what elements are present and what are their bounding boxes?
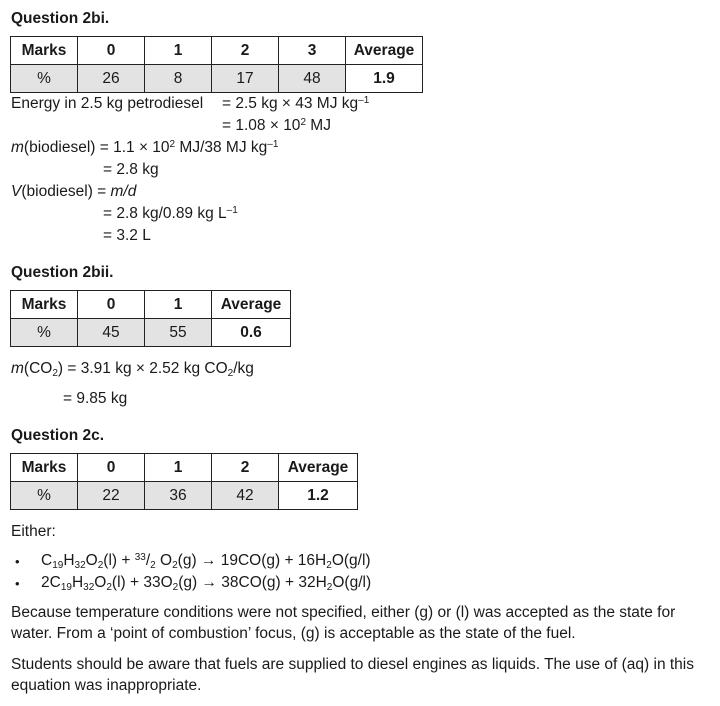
table-cell: 42 bbox=[212, 482, 279, 510]
average-cell: 0.6 bbox=[212, 319, 291, 347]
bullet-icon: • bbox=[15, 554, 20, 569]
average-cell: 1.9 bbox=[346, 65, 423, 93]
table-cell: 36 bbox=[145, 482, 212, 510]
table-row bbox=[11, 482, 358, 510]
header-cell: Average bbox=[279, 454, 358, 482]
header-cell: 0 bbox=[78, 291, 145, 319]
header-cell: Average bbox=[212, 291, 291, 319]
mass-biodiesel-equation: m(biodiesel) = $1.1 \times 10^2$ MJ/38 MJ $kg^{-1}$ bbox=[11, 139, 279, 156]
header-cell: 0 bbox=[78, 454, 145, 482]
table-cell: 45 bbox=[78, 319, 145, 347]
q2bii-marks-table bbox=[10, 290, 291, 347]
q2bi-marks-table bbox=[10, 36, 423, 93]
energy-equation-1: = 2.5 kg × 43 MJ $kg^{-1}$ bbox=[222, 95, 370, 112]
table-cell: 8 bbox=[145, 65, 212, 93]
combustion-equation-2: $2C_{19}H_{32}O_2(l) + 33O_2(g) \to 38CO(g) + 32H_2O(g/l)$ bbox=[41, 574, 372, 593]
table-row bbox=[11, 319, 291, 347]
question-2c-title: Question 2c. bbox=[11, 427, 105, 444]
table-cell: 26 bbox=[78, 65, 145, 93]
header-cell: 1 bbox=[145, 454, 212, 482]
volume-biodiesel-step: = 2.8 kg/0.89 kg $L^{-1}$ bbox=[103, 205, 238, 222]
table-row bbox=[11, 65, 423, 93]
question-2bi-title: Question 2bi. bbox=[11, 10, 110, 27]
header-cell: 2 bbox=[212, 37, 279, 65]
header-cell: Marks bbox=[11, 37, 78, 65]
table-header-row bbox=[11, 37, 423, 65]
state-explanation-paragraph: Because temperature conditions were not specified, either (g) or (l) was accepted as the state for water. From a ‘point of combustion’ focus, (g) is acceptable as the state of the fuel. bbox=[11, 604, 676, 642]
table-cell: 17 bbox=[212, 65, 279, 93]
question-2bii-title: Question 2bii. bbox=[11, 264, 114, 281]
average-cell: 1.2 bbox=[279, 482, 358, 510]
energy-equation-2: = $1.08 \times 10^2$ MJ bbox=[222, 117, 331, 134]
header-cell: 1 bbox=[145, 37, 212, 65]
table-header-row bbox=[11, 454, 358, 482]
header-cell: 0 bbox=[78, 37, 145, 65]
mass-biodiesel-result: = 2.8 kg bbox=[103, 161, 159, 178]
header-cell: 3 bbox=[279, 37, 346, 65]
mass-co2-equation: $m(CO_2) = 3.91$ kg × 2.52 kg $CO_2/kg$ bbox=[11, 360, 254, 379]
volume-biodiesel-result: = 3.2 L bbox=[103, 227, 151, 244]
table-cell: 22 bbox=[78, 482, 145, 510]
table-header-row bbox=[11, 291, 291, 319]
volume-biodiesel-equation: V(biodiesel) = m/d bbox=[11, 183, 137, 200]
header-cell: Average bbox=[346, 37, 423, 65]
table-cell: 55 bbox=[145, 319, 212, 347]
header-cell: 1 bbox=[145, 291, 212, 319]
table-cell: % bbox=[11, 482, 78, 510]
bullet-icon: • bbox=[15, 576, 20, 591]
either-label: Either: bbox=[11, 523, 56, 540]
table-cell: % bbox=[11, 65, 78, 93]
table-cell: % bbox=[11, 319, 78, 347]
header-cell: Marks bbox=[11, 454, 78, 482]
energy-label: Energy in 2.5 kg petrodiesel bbox=[11, 95, 204, 112]
mass-co2-result: = 9.85 kg bbox=[63, 390, 128, 407]
header-cell: Marks bbox=[11, 291, 78, 319]
q2c-marks-table bbox=[10, 453, 358, 510]
fuel-note-paragraph: Students should be aware that fuels are supplied to diesel engines as liquids. The use of (aq) in this equation was inappropriate. bbox=[11, 656, 694, 694]
table-cell: 48 bbox=[279, 65, 346, 93]
combustion-equation-1: $C_{19}H_{32}O_2(l) + ^{33}/_2$ $O_2(g) \to 19CO(g) + 16H_2O(g/l)$ bbox=[41, 552, 371, 571]
header-cell: 2 bbox=[212, 454, 279, 482]
